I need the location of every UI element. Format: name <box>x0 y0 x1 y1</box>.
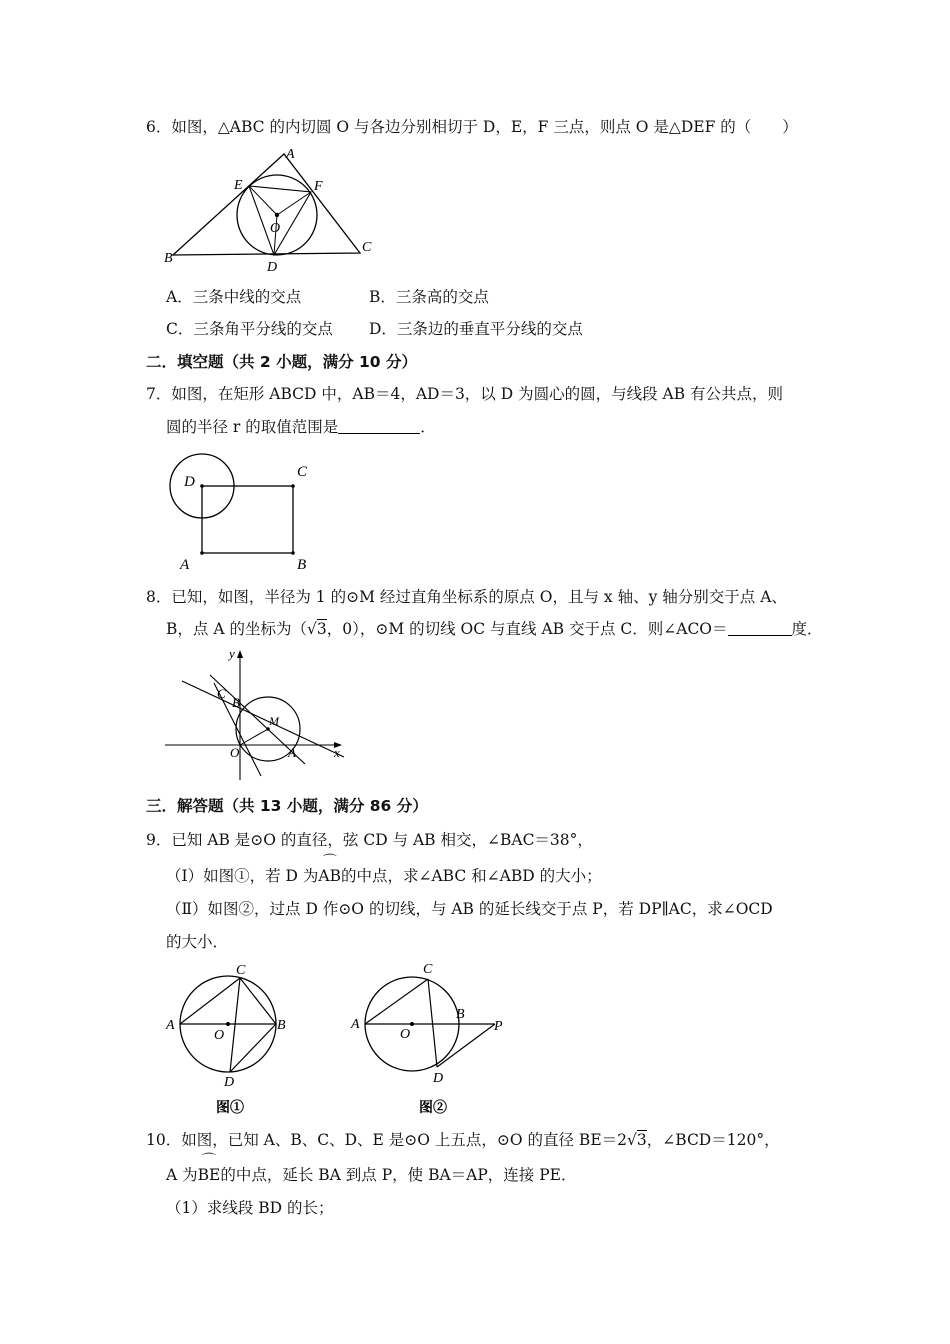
q9-figure-2 <box>345 958 520 1118</box>
q8-label-y: y <box>229 646 235 661</box>
q9-fig2-label-b: B <box>456 1007 465 1022</box>
q7-label-d: D <box>184 474 195 490</box>
sqrt-sign-icon: √ <box>627 1131 637 1149</box>
q8-line-2-end: 度． <box>791 620 823 638</box>
q9-line-2-b: 的中点，求∠ABC 和∠ABD 的大小； <box>341 867 602 885</box>
q6-label-c: C <box>362 240 372 255</box>
q10-line-2 <box>166 1153 577 1185</box>
q9-line-3: （Ⅱ）如图②，过点 D 作⊙O 的切线，与 AB 的延长线交于点 P，若 DP∥AC，求∠OCD <box>166 900 773 918</box>
q8-label-x: x <box>334 745 340 760</box>
q9-line-4: 的大小． <box>166 933 229 951</box>
q8-label-m: M <box>269 714 279 728</box>
q10-line-3: （1）求线段 BD 的长； <box>166 1199 334 1217</box>
q9-fig1-caption: 图① <box>216 1101 244 1116</box>
q7-line-2-text: 圆的半径 r 的取值范围是 <box>166 418 339 436</box>
arc-mark-icon: ⌒ <box>201 1153 216 1169</box>
q6-option-c: C．三条角平分线的交点 <box>166 320 333 338</box>
q8-line-2-b: ，0），⊙M 的切线 OC 与直线 AB 交于点 C．则∠ACO＝ <box>326 620 728 638</box>
q9-fig1-label-d: D <box>224 1075 235 1090</box>
section-2-heading: 二．填空题（共 2 小题，满分 10 分） <box>146 353 417 371</box>
q9-fig1-label-a: A <box>166 1018 175 1033</box>
q9-fig2-label-p: P <box>494 1019 503 1034</box>
q8-figure <box>160 645 350 785</box>
q9-fig2-label-d: D <box>433 1071 444 1086</box>
q6-option-d: D．三条边的垂直平分线的交点 <box>369 320 583 338</box>
q9-line-1: 9．已知 AB 是⊙O 的直径，弦 CD 与 AB 相交，∠BAC＝38°， <box>146 831 593 849</box>
q10-line-2-a: A 为 <box>166 1166 198 1184</box>
q10-line-1 <box>146 1130 780 1150</box>
q8-label-o: O <box>230 745 240 760</box>
q7-label-c: C <box>297 464 308 480</box>
q9-fig2-label-a: A <box>351 1017 360 1032</box>
q9-fig1-label-c: C <box>236 963 246 978</box>
q6-option-a: A．三条中线的交点 <box>166 288 302 306</box>
sqrt-sign-icon: √ <box>306 620 317 638</box>
q6-label-d: D <box>267 260 278 275</box>
q6-label-b: B <box>164 251 173 266</box>
q10-arc-label: BE <box>197 1166 221 1184</box>
q9-fig2-label-c: C <box>423 962 433 977</box>
q7-label-b: B <box>297 557 307 573</box>
q6-label-a: A <box>286 147 295 162</box>
q10-sqrt-value: 3 <box>636 1131 647 1149</box>
q6-label-o: O <box>270 221 281 236</box>
q6-label-f: F <box>314 179 323 194</box>
q7-line-2 <box>166 417 436 437</box>
q6-option-b: B．三条高的交点 <box>369 288 489 306</box>
q8-line-2-a: B，点 A 的坐标为（ <box>166 620 307 638</box>
q6-figure <box>160 140 390 275</box>
q7-line-1: 7．如图，在矩形 ABCD 中，AB＝4，AD＝3，以 D 为圆心的圆，与线段 AB 有公共点，则 <box>146 385 784 403</box>
q8-line-1: 8．已知，如图，半径为 1 的⊙M 经过直角坐标系的原点 O，且与 x 轴、y 轴分别交于点 A、 <box>146 588 787 606</box>
q8-line-2 <box>166 619 823 639</box>
q9-fig2-caption: 图② <box>419 1101 447 1116</box>
q9-line-2 <box>166 854 602 886</box>
q9-figure-1 <box>160 958 300 1118</box>
q9-fig2-label-o: O <box>400 1027 411 1042</box>
q8-label-b: B <box>232 695 240 710</box>
q10-line-1-b: ，∠BCD＝120°， <box>646 1131 780 1149</box>
q9-line-2-a: （I）如图①，若 D 为 <box>166 867 319 885</box>
q7-figure <box>160 448 320 578</box>
q7-label-a: A <box>180 557 190 573</box>
q7-answer-blank[interactable] <box>338 417 420 434</box>
section-3-heading: 三．解答题（共 13 小题，满分 86 分） <box>146 797 428 815</box>
q8-answer-blank[interactable] <box>728 619 792 636</box>
q9-fig1-label-b: B <box>277 1018 286 1033</box>
q6-text: 6．如图，△ABC 的内切圆 O 与各边分别相切于 D，E，F 三点，则点 O 是△DEF 的（ ） <box>146 118 798 136</box>
q10-line-1-a: 10．如图，已知 A、B、C、D、E 是⊙O 上五点，⊙O 的直径 BE＝2 <box>146 1131 628 1149</box>
q9-arc-label: AB <box>318 867 341 885</box>
q8-sqrt-value: 3 <box>316 620 327 638</box>
q6-label-e: E <box>234 178 243 193</box>
q9-fig1-label-o: O <box>214 1028 225 1043</box>
q7-line-2-end: ． <box>420 418 436 436</box>
q8-label-a: A <box>288 745 296 760</box>
q8-label-c: C <box>217 686 226 701</box>
q10-line-2-b: 的中点，延长 BA 到点 P，使 BA＝AP，连接 PE． <box>220 1166 577 1184</box>
arc-mark-icon: ⌒ <box>322 854 337 870</box>
